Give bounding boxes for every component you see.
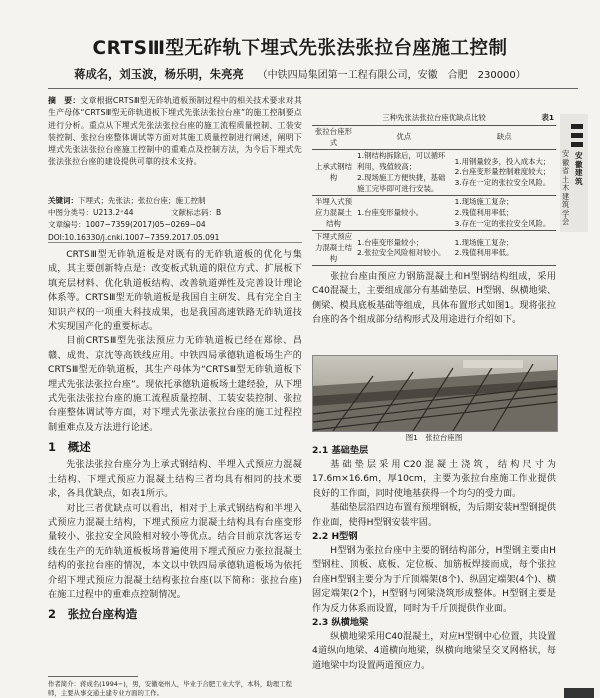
pros-item: 2.张拉安全风险相对较小。 <box>357 248 446 258</box>
section-heading: 2 张拉台座构造 <box>48 607 138 622</box>
body-paragraph: 先张法张拉台座分为上承式钢结构、半埋入式预应力混凝土结构、下埋式预应力混凝土结构三者均具有相同的技术要求，各具优缺点，如表1所示。 <box>48 460 302 500</box>
abstract-text: 文章根据CRTSⅢ型无砟轨道板预制过程中的相关技术要求对其生产母体“CRTSⅢ型无砟轨道板下埋式先张法张拉台座”的施工控制要点进行分析。重点从下埋式先张法张拉台座的施工流程质量控制、工装安装控制、张拉台座整体调试等方面对其施工质量控制进行阐述，阐明下埋式先张法张拉台座施工控制中的重难点及控制方法，为今后下埋式先张法张拉台座的建设提供可靠的技术支持。 <box>48 96 302 167</box>
table-row <box>312 196 556 231</box>
classification-line <box>48 207 302 219</box>
author-footnote: 作者简介：蒋成名(1994−)，男，安徽亳州人，毕业于合肥工业大学，本科，助理工程师，主要从事交通土建专业方面的工作。 <box>48 680 292 697</box>
intro-paragraph: CRTSⅢ型无砟轨道板是对既有的无砟轨道板的优化与集成，其主要创新特点是：改变板式轨道的限位方式、扩展板下填充层材料、优化轨道板结构、改善轨道弹性及完善设计理论体系等。CRTSⅢ型无砟轨道板是我国自主研发、具有完全自主知识产权的一项重大科技成果，也是我国高速铁路无砟轨道技术实现国产化的重要标志。 <box>48 250 302 333</box>
table-number: 表1 <box>541 113 554 122</box>
header-divider <box>48 88 578 89</box>
cons-item: 2.台座变形量控制难度较大； <box>454 167 551 177</box>
table-row <box>312 150 556 196</box>
figure-caption: 图1 张拉台座图 <box>405 433 463 442</box>
section-heading: 1 概述 <box>48 440 91 455</box>
cons-item: 2.残值利用率低； <box>454 207 514 217</box>
subsection-heading: 2.2 H型钢 <box>312 531 358 543</box>
pros-item: 1.钢结构拆除后，可以循环利用，残值较高； <box>357 151 446 172</box>
article-meta <box>48 195 302 244</box>
cons-item: 3.存在一定的张拉安全风险。 <box>454 218 551 228</box>
table-cell-pros <box>355 231 453 266</box>
pros-item: 1.台座变形量较小； <box>357 237 424 247</box>
keywords: 下埋式；先张法；张拉台座；施工控制 <box>78 196 206 205</box>
table-cell-pros <box>355 150 453 196</box>
body-paragraph: 基础垫层沿四边布置有预埋钢板，为后期安装H型钢提供作业面，使得H型钢安装牢固。 <box>312 503 556 528</box>
table-body <box>312 125 556 266</box>
side-tab-bars-icon <box>571 124 583 154</box>
table-cell-cons <box>453 150 556 196</box>
column-header: 缺点 <box>453 126 556 150</box>
page-number-tab <box>564 688 594 698</box>
cons-item: 3.存在一定的张拉安全风险。 <box>454 178 551 188</box>
table-cell-pros <box>355 196 453 231</box>
table-cell-method: 下埋式预应力混凝土结构 <box>312 231 355 266</box>
paper-title: CRTSⅢ型无砟轨下埋式先张法张拉台座施工控制 <box>92 38 508 59</box>
body-paragraph: 纵横地梁采用C40混凝土，对应H型钢中心位置，共设置4道纵向地梁、4道横向地梁，纵横向地梁呈交叉网格状，每道地梁中均设置两道预应力。 <box>312 632 556 671</box>
column-header: 优点 <box>355 126 453 150</box>
table-cell-cons <box>453 231 556 266</box>
cons-item: 1.用钢量较多，投入成本大； <box>454 156 551 166</box>
right-column-bottom <box>312 444 556 673</box>
body-paragraph: 张拉台座由预应力钢筋混凝土和H型钢结构组成，采用C40混凝土，主要组成部分有基础垫层、H型钢、纵横地梁、侧梁、模具底板基础等组成，具体布置形式如图1。现将张拉台座的各个组成部分结构形式及用途进行介绍如下。 <box>312 272 556 326</box>
body-paragraph: 基础垫层采用C20混凝土浇筑，结构尺寸为17.6m×16.6m，厚10cm，主要为张拉台座施工作业提供良好的工作面，同时使地基获得一个均匀的受力面。 <box>312 460 556 499</box>
pros-item: 1.台座变形量较小。 <box>357 207 424 217</box>
doi: DOI:10.16330/j.cnki.1007−7359.2017.05.091 <box>48 232 220 242</box>
clc-number: 中图分类号：U213.2⁺44 <box>48 208 134 218</box>
abstract <box>48 95 302 169</box>
right-column-top <box>312 270 556 328</box>
side-tab-text: 安徽省土木建筑学会 <box>562 149 570 226</box>
keywords-line <box>48 195 302 207</box>
keywords-label: 关键词： <box>48 196 78 205</box>
author-line <box>20 66 580 82</box>
cons-item: 1.现场施工复杂； <box>454 237 514 247</box>
cons-item: 2.残值利用率低。 <box>454 248 514 258</box>
affiliation: （中铁四局集团第一工程有限公司，安徽 合肥 230000） <box>257 70 526 81</box>
meta-divider <box>48 242 302 243</box>
body-paragraph: 对比三者优缺点可以看出，相对于上承式钢结构和半埋入式预应力混凝土结构，下埋式预应力混凝土结构具有台座变形量较小、张拉安全风险相对较小等优点。结合目前京沈客运专线在生产的无砟轨道板板场普遍使用下埋式预应力张拉混凝土结构的张拉台座的情况，本文以中铁四局承德轨道板场为依托介绍下埋式预应力混凝土结构张拉台座(以下简称：张拉台座)在施工过程中的重难点控制情况。 <box>48 503 302 600</box>
side-tab-journal-name: 安徽建筑 <box>575 151 583 186</box>
table-caption-text: 三种先张法张拉台座优缺点比较 <box>382 113 486 122</box>
table-row <box>312 231 556 266</box>
table-cell-method: 半埋入式预应力混凝土结构 <box>312 196 355 231</box>
subsection-heading: 2.3 纵横地梁 <box>312 617 369 629</box>
authors: 蒋成名，刘玉波，杨乐明，朱亮亮 <box>74 68 244 81</box>
cons-item: 1.现场施工复杂； <box>454 197 514 207</box>
figure-1-photo <box>312 355 558 432</box>
comparison-table <box>312 112 556 266</box>
table-cell-cons <box>453 196 556 231</box>
article-number: 文章编号：1007−7359(2017)05−0269−04 <box>48 220 206 230</box>
pros-item: 2.现场施工方便快捷，基础施工完毕即可进行安装。 <box>357 172 446 193</box>
intro-paragraph: 目前CRTSⅢ型先张法预应力无砟轨道板已经在郑徐、昌赣、成贵、京沈等高铁线应用。中铁四局承德轨道板场生产的CRTSⅢ型无砟轨道板，其生产母体为“CRTSⅢ型无砟轨道板下埋式先张法张拉台座”。现依托承德轨道板场土建经验，从下埋式先张法张拉台座的施工流程质量控制、工装安装控制、张拉台座整体调试等方面，对下埋式先张法张拉台座的施工过程控制重难点及方法进行论述。 <box>48 336 302 433</box>
table-caption <box>312 112 556 123</box>
body-paragraph: H型钢为张拉台座中主要的钢结构部分，H型钢主要由H型钢柱、顶板、底板、定位板、加筋板焊接而成，每个张拉台座H型钢主要分为于斤顶端架(8个)、纵固定端架(4个)、横固定端架(2个)，H型钢与网梁浇筑形成整体。H型钢主要是作为反力体系而设置，同时为千斤顶提供作业面。 <box>312 546 556 614</box>
abstract-label: 摘 要： <box>48 96 81 105</box>
table-cell-method: 上承式钢结构 <box>312 150 355 196</box>
construction-site-image <box>313 356 557 431</box>
column-header: 张拉台座形式 <box>312 126 355 150</box>
document-code: 文献标志码：B <box>170 208 222 218</box>
left-column <box>48 248 302 625</box>
table-header-row <box>312 126 556 150</box>
footnote-divider <box>48 676 138 677</box>
subsection-heading: 2.1 基础垫层 <box>312 445 369 456</box>
